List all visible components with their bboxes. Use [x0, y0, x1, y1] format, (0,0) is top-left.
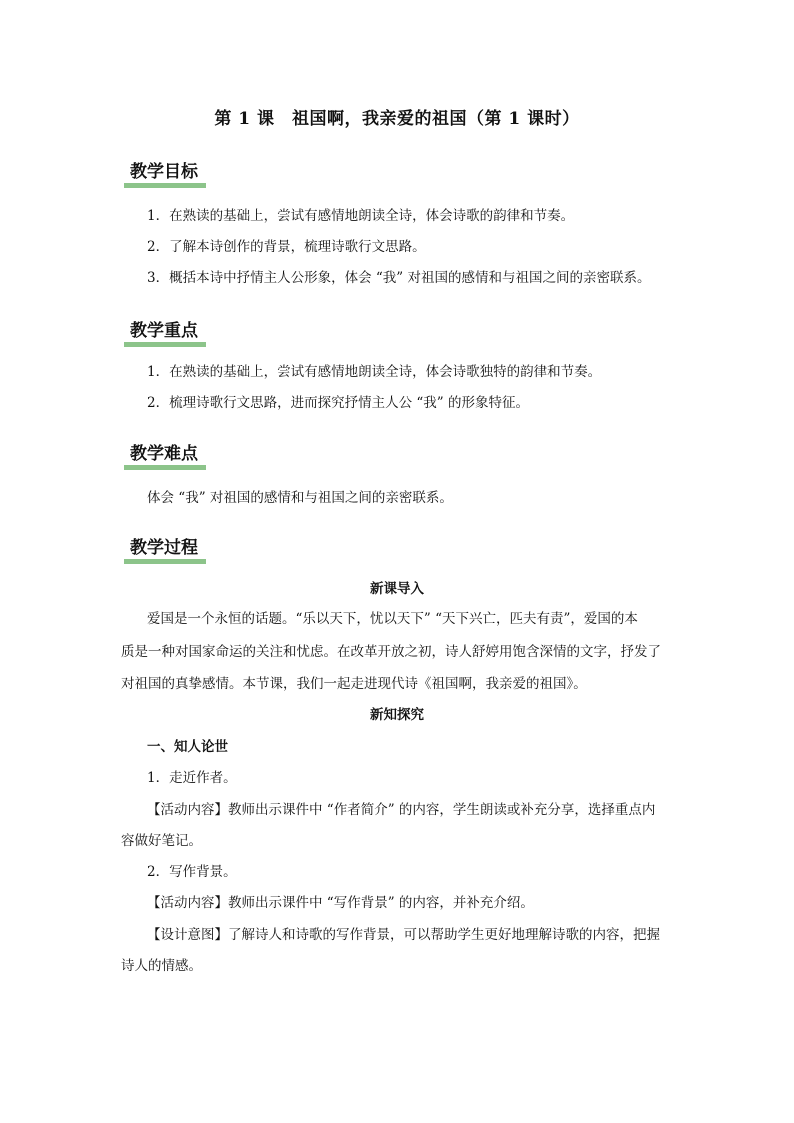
subheading-intro: 新课导入 [370, 581, 424, 597]
paragraph-line: 对祖国的真挚感情。本节课，我们一起走进现代诗《祖国啊，我亲爱的祖国》。 [121, 676, 587, 692]
section-heading-difficulties: 教学难点 [124, 443, 206, 470]
design-line: 诗人的情感。 [121, 958, 202, 974]
key-point-item: 2．梳理诗歌行文思路，进而探究抒情主人公 “我” 的形象特征。 [147, 395, 529, 411]
goal-item: 1．在熟读的基础上，尝试有感情地朗读全诗，体会诗歌的韵律和节奏。 [147, 208, 575, 224]
section-heading-process: 教学过程 [124, 537, 206, 564]
design-line: 【设计意图】了解诗人和诗歌的写作背景，可以帮助学生更好地理解诗歌的内容，把握 [147, 927, 660, 943]
goal-item: 2．了解本诗创作的背景，梳理诗歌行文思路。 [147, 239, 426, 255]
lesson-title: 第 1 课 祖国啊，我亲爱的祖国（第 1 课时） [214, 109, 580, 129]
goal-item: 3．概括本诗中抒情主人公形象，体会 “我” 对祖国的感情和与祖国之间的亲密联系。 [147, 270, 651, 286]
step-text: 1．走近作者。 [147, 770, 237, 786]
section-heading-key-points: 教学重点 [124, 320, 206, 347]
paragraph-line: 质是一种对国家命运的关注和忧虑。在改革开放之初，诗人舒婷用饱含深情的文字，抒发了 [121, 644, 661, 660]
activity-line: 【活动内容】教师出示课件中 “写作背景” 的内容，并补充介绍。 [147, 895, 534, 911]
activity-line: 【活动内容】教师出示课件中 “作者简介” 的内容，学生朗读或补充分享，选择重点内 [147, 802, 656, 818]
subheading-explore: 新知探究 [370, 707, 424, 723]
difficulty-text: 体会 “我” 对祖国的感情和与祖国之间的亲密联系。 [147, 490, 453, 506]
activity-line: 容做好笔记。 [121, 833, 202, 849]
step-text: 2．写作背景。 [147, 864, 237, 880]
key-point-item: 1．在熟读的基础上，尝试有感情地朗读全诗，体会诗歌独特的韵律和节奏。 [147, 364, 602, 380]
part-title: 一、知人论世 [147, 739, 228, 755]
section-heading-goals: 教学目标 [124, 161, 206, 188]
paragraph-line: 爱国是一个永恒的话题。“乐以天下，忧以天下” “天下兴亡，匹夫有责”，爱国的本 [147, 611, 638, 627]
